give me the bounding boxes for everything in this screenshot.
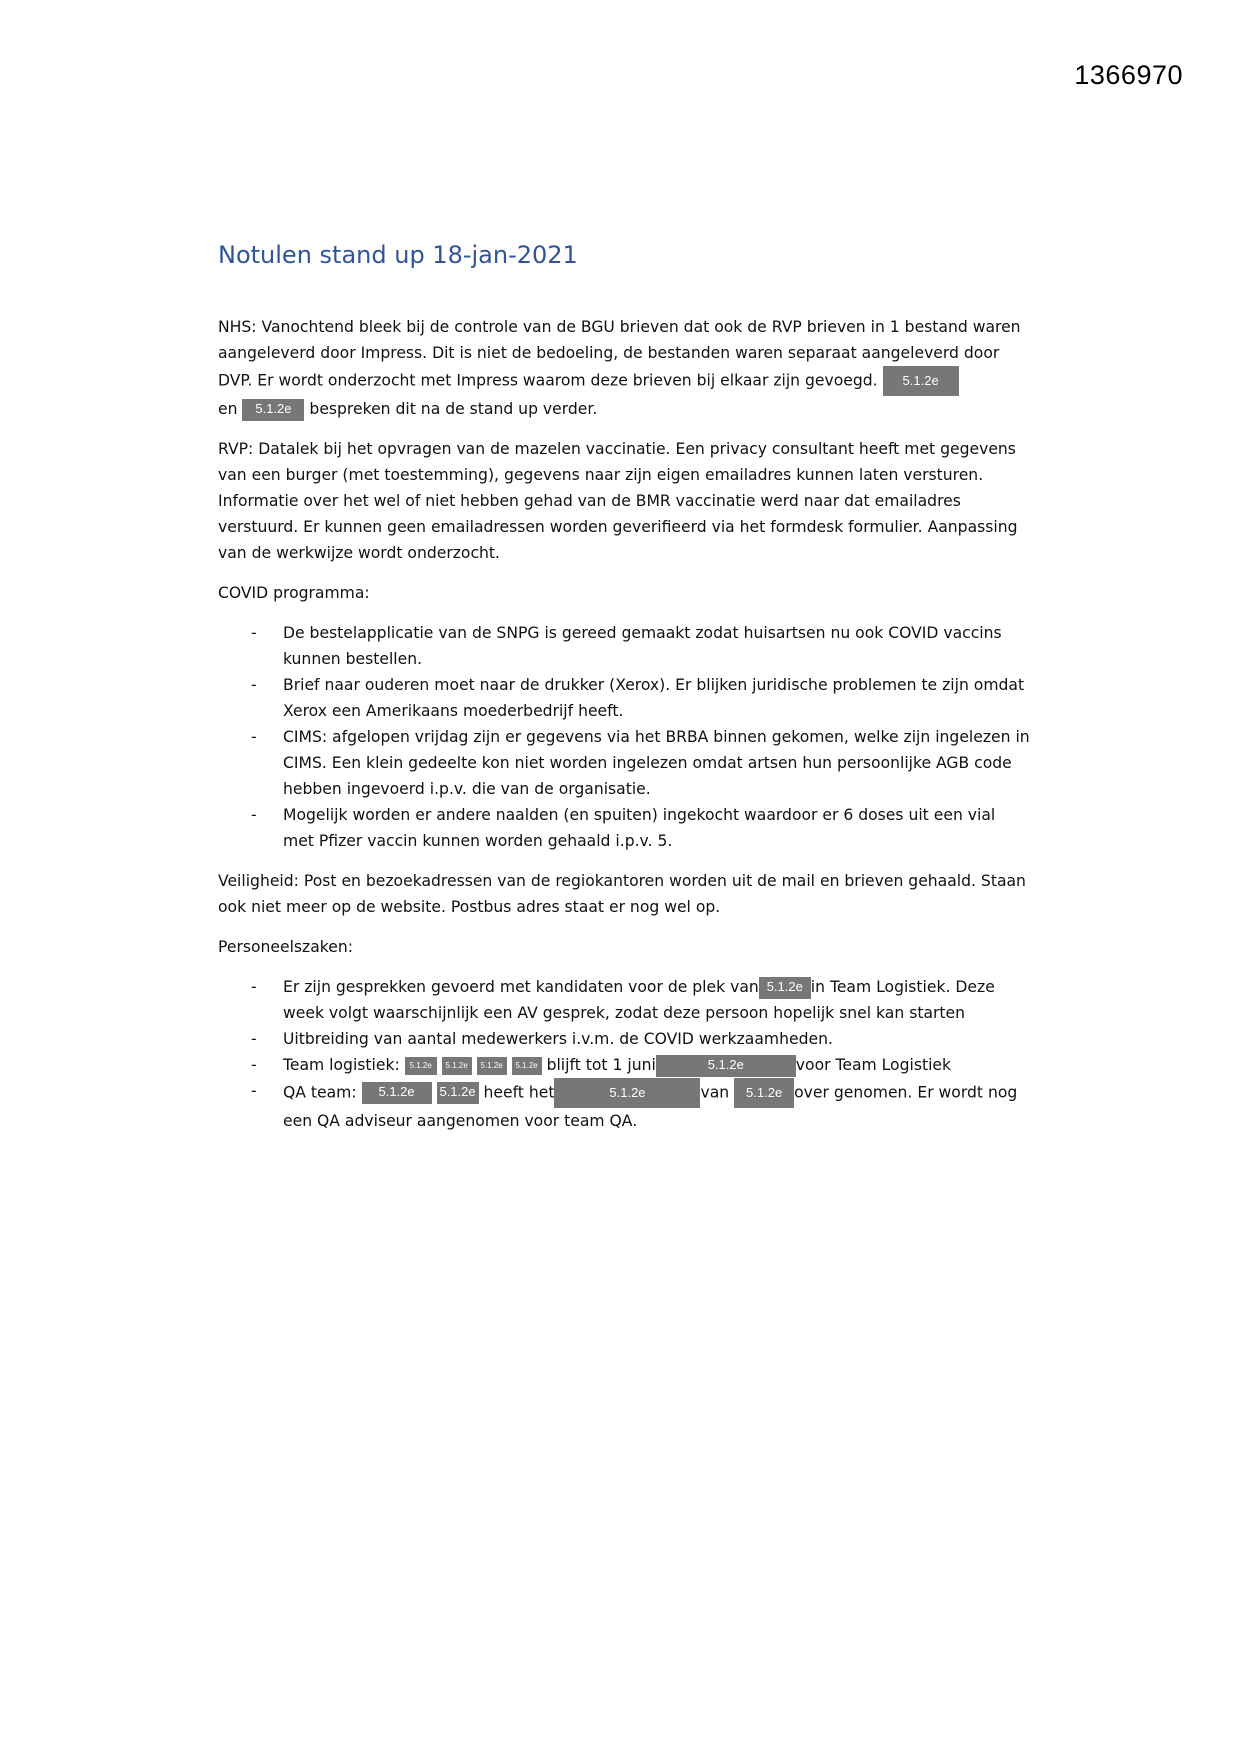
- redaction-box: 5.1.2e: [362, 1082, 432, 1104]
- redaction-box: 5.1.2e: [405, 1057, 437, 1075]
- list-item: - CIMS: afgelopen vrijdag zijn er gegevens via het BRBA binnen gekomen, welke zijn ingelezen in CIMS. Een klein gedeelte kon niet worden ingelezen omdat artsen hun persoonlijke AGB code hebben ingevoerd i.p.v. die van de organisatie.: [218, 724, 1030, 802]
- redaction-box: 5.1.2e: [437, 1082, 479, 1104]
- list-item: - Mogelijk worden er andere naalden (en spuiten) ingekocht waardoor er 6 doses uit een vial met Pfizer vaccin kunnen worden gehaald i.p.v. 5.: [218, 802, 1030, 854]
- paragraph-nhs: [218, 314, 1030, 422]
- document-content: [218, 238, 1030, 1148]
- redaction-box: 5.1.2e: [656, 1055, 796, 1077]
- list-item: [218, 974, 1030, 1026]
- list-item: - De bestelapplicatie van de SNPG is gereed gemaakt zodat huisartsen nu ook COVID vaccins kunnen bestellen.: [218, 620, 1030, 672]
- redaction-box: 5.1.2e: [477, 1057, 507, 1075]
- paragraph-rvp: RVP: Datalek bij het opvragen van de mazelen vaccinatie. Een privacy consultant heeft met gegevens van een burger (met toestemming), gegevens naar zijn eigen emailadres kunnen laten versturen. Informatie over het wel of niet hebben gehad van de BMR vaccinatie werd naar dat emailadres verstuurd. Er kunnen geen emailadressen worden geverifieerd via het formdesk formulier. Aanpassing van de werkwijze wordt onderzocht.: [218, 440, 1018, 562]
- redaction-box: 5.1.2e: [242, 399, 304, 421]
- list-item-text: blijft tot 1 juni: [546, 1056, 656, 1074]
- covid-heading: COVID programma:: [218, 584, 370, 602]
- page-title: Notulen stand up 18-jan-2021: [218, 241, 578, 269]
- nhs-text-en: en: [218, 400, 238, 418]
- list-item-text: QA team:: [283, 1083, 357, 1102]
- redaction-box: 5.1.2e: [442, 1057, 472, 1075]
- redaction-box: 5.1.2e: [734, 1078, 794, 1108]
- redaction-box: 5.1.2e: [554, 1078, 700, 1108]
- list-item: - Brief naar ouderen moet naar de drukker (Xerox). Er blijken juridische problemen te zijn omdat Xerox een Amerikaans moederbedrijf heeft.: [218, 672, 1030, 724]
- list-item-text: van: [700, 1083, 730, 1102]
- nhs-text: NHS: Vanochtend bleek bij de controle van de BGU brieven dat ook de RVP brieven in 1 bestand waren aangeleverd door Impress. Dit is niet de bedoeling, de bestanden waren separaat aangeleverd door DVP. Er wordt onderzocht met Impress waarom deze brieven bij elkaar zijn gevoegd.: [218, 318, 1021, 390]
- paragraph-veiligheid: Veiligheid: Post en bezoekadressen van de regiokantoren worden uit de mail en brieven gehaald. Staan ook niet meer op de website. Postbus adres staat er nog wel op.: [218, 872, 1026, 916]
- list-item-text: in Team Logistiek. Deze week volgt waarschijnlijk een AV gesprek, zodat deze persoon hopelijk snel kan starten: [283, 978, 995, 1022]
- personeel-heading: Personeelszaken:: [218, 938, 353, 956]
- redaction-box: 5.1.2e: [512, 1057, 542, 1075]
- document-number: 1366970: [1074, 60, 1183, 90]
- redaction-box: 5.1.2e: [759, 977, 811, 999]
- list-item: [218, 1052, 1030, 1078]
- list-item-text: over genomen. Er wordt nog een QA adviseur aangenomen voor team QA.: [283, 1083, 1018, 1130]
- list-item: [218, 1078, 1030, 1134]
- list-item-text: Er zijn gesprekken gevoerd met kandidaten voor de plek van: [283, 978, 759, 996]
- list-item-text: voor Team Logistiek: [795, 1056, 952, 1074]
- list-item-text: heeft het: [483, 1083, 555, 1102]
- personeel-list: [218, 974, 1030, 1134]
- redaction-box: 5.1.2e: [883, 366, 959, 396]
- list-item-text: Team logistiek:: [283, 1056, 400, 1074]
- covid-list: [218, 620, 1030, 854]
- nhs-text-end: bespreken dit na de stand up verder.: [309, 400, 598, 418]
- list-item: - Uitbreiding van aantal medewerkers i.v.m. de COVID werkzaamheden.: [218, 1026, 1030, 1052]
